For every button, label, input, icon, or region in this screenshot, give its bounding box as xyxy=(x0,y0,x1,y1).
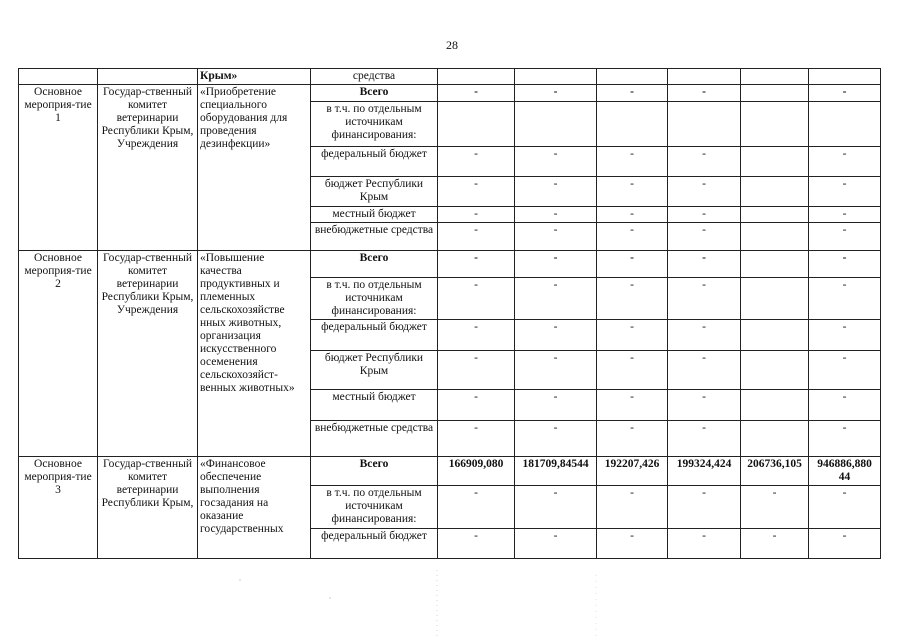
amount-cell: - xyxy=(597,529,668,559)
amount-cell: - xyxy=(809,278,881,320)
amount-cell: - xyxy=(597,320,668,351)
amount-cell: - xyxy=(809,85,881,102)
amount-cell xyxy=(741,147,809,177)
amount-cell: 199324,424 xyxy=(668,457,741,486)
amount-cell: - xyxy=(668,421,741,457)
amount-cell: - xyxy=(809,351,881,390)
cell-empty xyxy=(438,69,515,85)
amount-cell: - xyxy=(515,320,597,351)
amount-cell: 206736,105 xyxy=(741,457,809,486)
amount-cell: - xyxy=(438,251,515,278)
amount-cell: - xyxy=(741,529,809,559)
amount-cell: - xyxy=(515,351,597,390)
measure-title-cell: «Приобретение специального оборудования для проведения дезинфекции» xyxy=(198,85,311,251)
amount-cell xyxy=(668,102,741,147)
amount-cell: - xyxy=(597,251,668,278)
amount-cell xyxy=(597,102,668,147)
amount-cell: - xyxy=(438,529,515,559)
amount-cell: - xyxy=(515,390,597,421)
amount-cell: - xyxy=(668,207,741,223)
amount-cell xyxy=(741,251,809,278)
page-number: 28 xyxy=(446,38,458,52)
amount-cell: - xyxy=(597,390,668,421)
funding-source-cell: внебюджетные средства xyxy=(311,421,438,457)
amount-cell xyxy=(809,102,881,147)
event-cell: Основное мероприя-тие 2 xyxy=(19,251,98,457)
cell-empty xyxy=(741,69,809,85)
amount-cell: - xyxy=(668,251,741,278)
amount-cell: - xyxy=(597,223,668,251)
funding-source-cell: местный бюджет xyxy=(311,390,438,421)
amount-cell xyxy=(741,421,809,457)
funding-source-cell: Всего xyxy=(311,251,438,278)
amount-cell xyxy=(741,278,809,320)
funding-source-cell: местный бюджет xyxy=(311,207,438,223)
amount-cell: - xyxy=(515,223,597,251)
amount-cell: - xyxy=(438,223,515,251)
amount-cell: - xyxy=(438,320,515,351)
amount-cell: - xyxy=(438,278,515,320)
amount-cell: - xyxy=(597,351,668,390)
amount-cell: - xyxy=(515,177,597,207)
amount-cell: - xyxy=(809,223,881,251)
amount-cell: - xyxy=(515,278,597,320)
amount-cell: - xyxy=(809,390,881,421)
funding-source-cell: Всего xyxy=(311,457,438,486)
amount-cell: - xyxy=(515,486,597,529)
funding-source-cell: внебюджетные средства xyxy=(311,223,438,251)
amount-cell: - xyxy=(438,207,515,223)
amount-cell: - xyxy=(668,390,741,421)
funding-source-cell: бюджет Республики Крым xyxy=(311,351,438,390)
table-row xyxy=(19,85,881,102)
amount-cell xyxy=(438,102,515,147)
amount-cell: 181709,84544 xyxy=(515,457,597,486)
amount-cell: - xyxy=(438,147,515,177)
amount-cell: - xyxy=(809,320,881,351)
amount-cell xyxy=(741,177,809,207)
event-cell: Основное мероприя-тие 1 xyxy=(19,85,98,251)
funding-source-cell: в т.ч. по отдельным источникам финансирования: xyxy=(311,278,438,320)
amount-cell: - xyxy=(668,278,741,320)
amount-cell: - xyxy=(597,421,668,457)
amount-cell: - xyxy=(668,85,741,102)
amount-cell: - xyxy=(668,223,741,251)
amount-cell: - xyxy=(668,529,741,559)
amount-cell: - xyxy=(668,486,741,529)
funding-source-cell: федеральный бюджет xyxy=(311,147,438,177)
cell-empty xyxy=(809,69,881,85)
amount-cell xyxy=(741,85,809,102)
amount-cell: - xyxy=(809,147,881,177)
amount-cell: - xyxy=(438,390,515,421)
amount-cell: - xyxy=(515,85,597,102)
amount-cell: 166909,080 xyxy=(438,457,515,486)
amount-cell xyxy=(741,207,809,223)
budget-table xyxy=(18,68,881,559)
cell-empty xyxy=(515,69,597,85)
cell-empty xyxy=(19,69,98,85)
amount-cell: - xyxy=(809,207,881,223)
amount-cell: - xyxy=(809,529,881,559)
amount-cell: - xyxy=(438,421,515,457)
amount-cell: - xyxy=(809,486,881,529)
amount-cell: - xyxy=(741,486,809,529)
executor-cell: Государ-ственный комитет ветеринарии Республики Крым, xyxy=(98,457,198,559)
amount-cell: - xyxy=(597,85,668,102)
funding-source-cell: федеральный бюджет xyxy=(311,320,438,351)
amount-cell: - xyxy=(515,251,597,278)
amount-cell: - xyxy=(597,486,668,529)
measure-title-cell: «Повышение качества продуктивных и племенных сельскохозяйстве нных животных, организация искусственного осеменения сельскохозяйст-венных животных» xyxy=(198,251,311,457)
amount-cell: - xyxy=(809,251,881,278)
amount-cell: - xyxy=(668,147,741,177)
amount-cell: - xyxy=(597,278,668,320)
cell-empty xyxy=(98,69,198,85)
amount-cell xyxy=(515,102,597,147)
amount-cell: 946886,880 44 xyxy=(809,457,881,486)
amount-cell xyxy=(741,102,809,147)
amount-cell: - xyxy=(597,147,668,177)
amount-cell xyxy=(741,223,809,251)
measure-title-cell: «Финансовое обеспечение выполнения госзадания на оказание государственных xyxy=(198,457,311,559)
amount-cell: - xyxy=(515,147,597,177)
continuation-title-cell: Крым» xyxy=(198,69,311,85)
amount-cell: - xyxy=(515,529,597,559)
amount-cell: - xyxy=(597,207,668,223)
amount-cell: - xyxy=(668,351,741,390)
funding-source-cell: в т.ч. по отдельным источникам финансирования: xyxy=(311,102,438,147)
amount-cell: 192207,426 xyxy=(597,457,668,486)
amount-cell: - xyxy=(438,177,515,207)
amount-cell xyxy=(741,351,809,390)
event-cell: Основное мероприя-тие 3 xyxy=(19,457,98,559)
cell-empty xyxy=(668,69,741,85)
amount-cell: - xyxy=(597,177,668,207)
amount-cell: - xyxy=(515,207,597,223)
amount-cell: - xyxy=(809,177,881,207)
amount-cell: - xyxy=(668,177,741,207)
continuation-source-cell: средства xyxy=(311,69,438,85)
amount-cell xyxy=(741,390,809,421)
amount-cell: - xyxy=(809,421,881,457)
executor-cell: Государ-ственный комитет ветеринарии Республики Крым, Учреждения xyxy=(98,251,198,457)
amount-cell: - xyxy=(438,486,515,529)
funding-source-cell: в т.ч. по отдельным источникам финансирования: xyxy=(311,486,438,529)
amount-cell xyxy=(741,320,809,351)
table-row xyxy=(19,251,881,278)
amount-cell: - xyxy=(515,421,597,457)
amount-cell: - xyxy=(438,351,515,390)
funding-source-cell: Всего xyxy=(311,85,438,102)
table-row xyxy=(19,457,881,486)
amount-cell: - xyxy=(438,85,515,102)
executor-cell: Государ-ственный комитет ветеринарии Республики Крым, Учреждения xyxy=(98,85,198,251)
amount-cell: - xyxy=(668,320,741,351)
funding-source-cell: федеральный бюджет xyxy=(311,529,438,559)
cell-empty xyxy=(597,69,668,85)
continuation-row xyxy=(19,69,881,85)
funding-source-cell: бюджет Республики Крым xyxy=(311,177,438,207)
